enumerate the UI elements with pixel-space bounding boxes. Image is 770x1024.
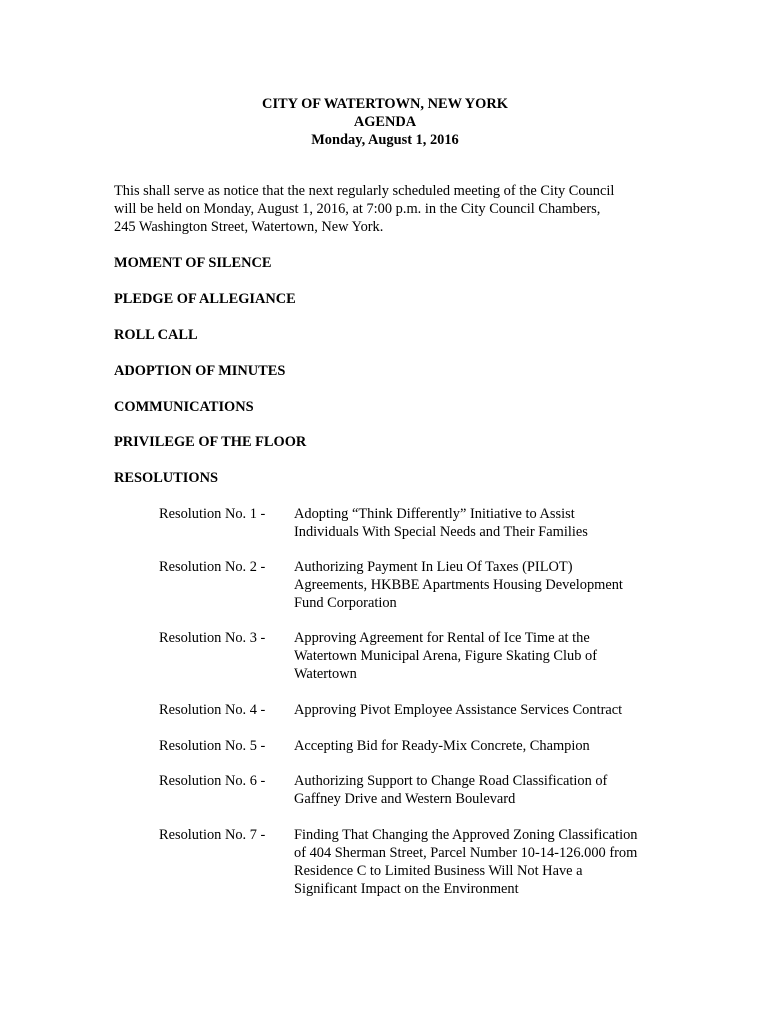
resolution-label: Resolution No. 2 - [159,559,266,575]
resolution-title-line: Agreements, HKBBE Apartments Housing Development [294,577,623,593]
resolution-title [294,701,622,719]
resolution-title-line: Authorizing Support to Change Road Classification of [294,773,608,789]
resolution-title-line: Approving Pivot Employee Assistance Services Contract [294,702,623,718]
resolution-title-line: Accepting Bid for Ready-Mix Concrete, Champion [294,738,590,754]
resolution-title [294,558,623,612]
resolution-title-line: of 404 Sherman Street, Parcel Number 10-14-126.000 from [294,845,638,861]
agenda-header [0,95,770,149]
section-roll-call: ROLL CALL [114,327,198,343]
section-adoption-of-minutes: ADOPTION OF MINUTES [114,363,286,379]
agenda-title: AGENDA [353,114,417,130]
section-resolutions: RESOLUTIONS [114,470,218,486]
city-title: CITY OF WATERTOWN, NEW YORK [262,96,508,112]
resolution-title-line: Residence C to Limited Business Will Not Have a [294,863,583,879]
resolution-label: Resolution No. 7 - [159,827,266,843]
resolution-title [294,772,607,808]
resolution-title-line: Gaffney Drive and Western Boulevard [294,791,516,807]
notice-line: This shall serve as notice that the next regularly scheduled meeting of the City Council [114,183,615,199]
section-privilege-of-the-floor: PRIVILEGE OF THE FLOOR [114,434,307,450]
notice-line: 245 Washington Street, Watertown, New York. [114,219,384,235]
meeting-notice [114,182,674,236]
resolution-label: Resolution No. 1 - [159,506,266,522]
resolution-title-line: Individuals With Special Needs and Their Families [294,524,588,540]
resolution-title-line: Significant Impact on the Environment [294,881,519,897]
resolution-title-line: Fund Corporation [294,595,397,611]
resolution-title-line: Adopting “Think Differently” Initiative to Assist [294,506,575,522]
resolution-label: Resolution No. 4 - [159,702,266,718]
notice-line: will be held on Monday, August 1, 2016, at 7:00 p.m. in the City Council Chambers, [114,201,601,217]
resolution-title [294,826,637,898]
resolution-title-line: Authorizing Payment In Lieu Of Taxes (PILOT) [294,559,573,575]
section-communications: COMMUNICATIONS [114,399,254,415]
meeting-date: Monday, August 1, 2016 [311,132,459,148]
resolution-title-line: Watertown Municipal Arena, Figure Skating Club of [294,648,597,664]
resolution-label: Resolution No. 6 - [159,773,266,789]
resolution-title [294,737,590,755]
section-pledge-of-allegiance: PLEDGE OF ALLEGIANCE [114,291,296,307]
resolution-title-line: Approving Agreement for Rental of Ice Time at the [294,630,590,646]
resolution-title-line: Finding That Changing the Approved Zoning Classification [294,827,638,843]
section-moment-of-silence: MOMENT OF SILENCE [114,255,272,271]
resolution-label: Resolution No. 5 - [159,738,266,754]
resolution-label: Resolution No. 3 - [159,630,266,646]
resolution-title [294,629,597,683]
resolution-title-line: Watertown [294,666,357,682]
resolution-title [294,505,588,541]
